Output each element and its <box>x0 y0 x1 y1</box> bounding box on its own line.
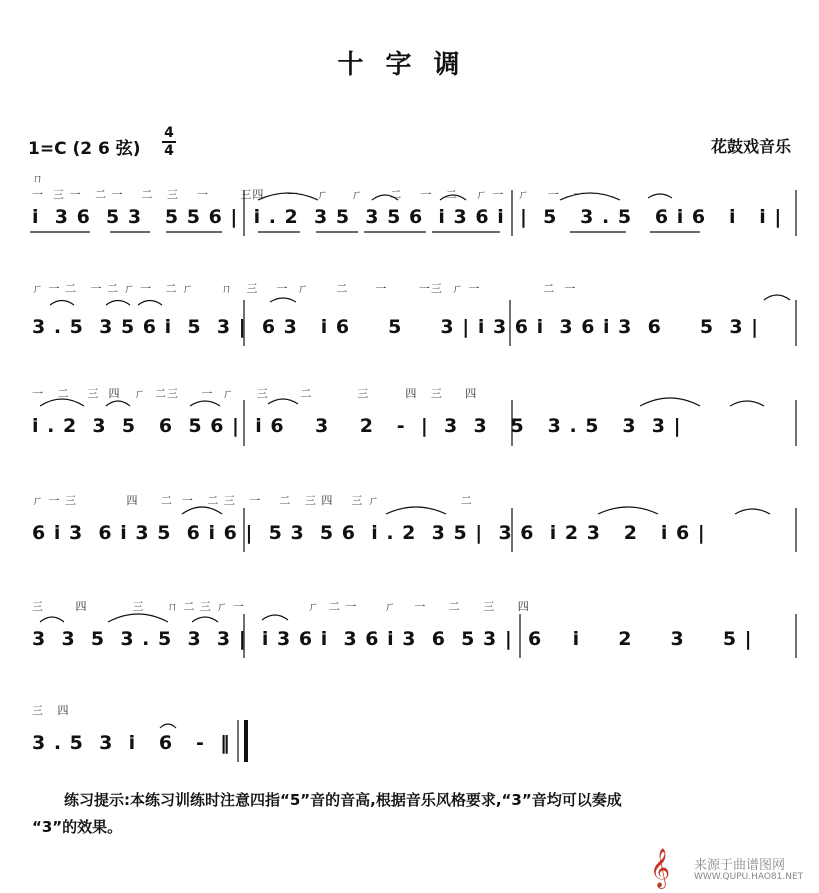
notes-line: i . 2 3 5 6 5 6 | i 6 3 2 - | 3 3 5 3 . 5 3 3 | <box>32 415 682 437</box>
notes-line: 6 i 3 6 i 3 5 6 i 6 | 5 3 5 6 i . 2 3 5 | 3 6 i 2 3 2 i 6 | <box>32 522 706 544</box>
fingering-line: 一 二 三 四 ㄏ 二三 一 ㄏ 三 二 三 四 三 四 <box>32 387 478 400</box>
treble-clef-icon: 𝄞 <box>650 848 671 888</box>
composer-label: 花鼓戏音乐 <box>710 137 791 156</box>
watermark-line1: 来源于曲谱图网 <box>694 858 786 873</box>
fingering-line: ㄇ 一 三 一 二 一 二 三 一 三四 一 ㄏ ㄏ 二 一 二 ㄏ 一 ㄏ 一 一 <box>32 172 586 201</box>
tip-text: 本练习训练时注意四指“5”音的音高,根据音乐风格要求,“3”音均可以奏成 <box>130 791 622 809</box>
notes-line: 3 . 5 3 i 6 - ‖ <box>32 732 231 754</box>
tip-label: 练习提示: <box>64 791 130 809</box>
notes-line: i 3 6 5 3 5 5 6 | i . 2 3 5 3 5 6 i 3 6 i | 5 3 . 5 6 i 6 i i | <box>32 206 783 228</box>
notes-line: 3 . 5 3 5 6 i 5 3 | 6 3 i 6 5 3 | i 3 6 i 3 6 i 3 6 5 3 | <box>32 316 760 338</box>
watermark <box>650 848 810 888</box>
fingering-line: 三 四 三 ㄇ 二 三 ㄏ 一 ㄏ 二 一 ㄏ 一 二 三 四 <box>32 600 530 613</box>
page-title: 十字调 <box>337 50 482 80</box>
fingering-line: ㄏ 一 三 四 二 一 二 三 一 二 三 四 三 ㄏ 二 <box>32 494 473 507</box>
notes-line: 3 3 5 3 . 5 3 3 | i 3 6 i 3 6 i 3 6 5 3 | 6 i 2 3 5 | <box>32 628 753 650</box>
tip-text-continued: “3”的效果。 <box>32 818 123 836</box>
fingering-line: 三 四 <box>32 704 70 717</box>
meter-bottom: 4 <box>164 142 174 159</box>
practice-tip <box>64 786 804 814</box>
fingering-line: ㄏ 一 二 一 二 ㄏ 一 二 ㄏ ㄇ 三 一 ㄏ 二 一 一三 ㄏ 一 二 一 <box>32 282 577 295</box>
watermark-line2: WWW.QUPU.HAO81.NET <box>694 872 804 882</box>
key-signature: 1=C (2 6 弦) <box>28 139 141 159</box>
meter-top: 4 <box>164 125 174 141</box>
